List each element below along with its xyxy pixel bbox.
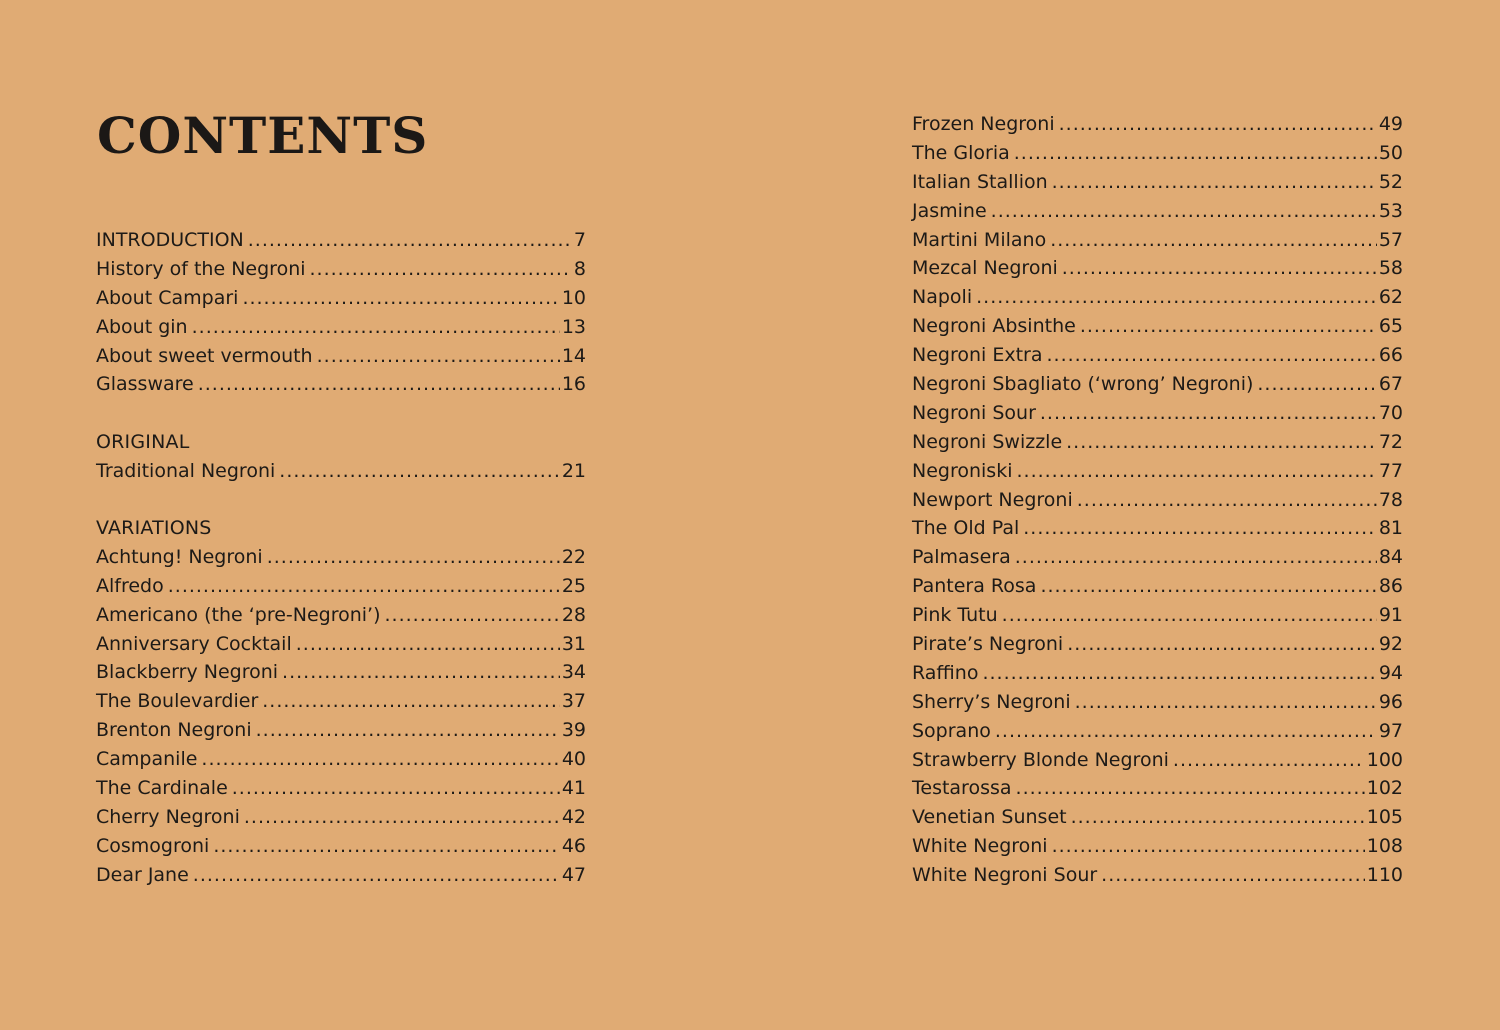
toc-page-number: 53	[1378, 199, 1403, 222]
toc-entry-label: Negroni Sour	[912, 401, 1036, 424]
toc-page-number: 49	[1378, 113, 1403, 135]
toc-entry[interactable]	[912, 139, 1403, 168]
dot-leader	[282, 658, 560, 687]
toc-entry-label: Palmasera	[912, 546, 1011, 569]
toc-entry-label: Pirate’s Negroni	[912, 633, 1064, 656]
toc-entry[interactable]	[96, 716, 586, 745]
toc-entry-label: Anniversary Cocktail	[96, 632, 292, 655]
toc-entry-label: Negroni Extra	[912, 344, 1043, 367]
toc-entry-label: Frozen Negroni	[912, 113, 1055, 135]
toc-page-number: 7	[573, 229, 586, 251]
toc-entry[interactable]	[912, 370, 1403, 399]
dot-leader	[1023, 514, 1377, 543]
toc-page-number: 52	[1378, 170, 1403, 193]
toc-entry[interactable]	[96, 687, 586, 716]
toc-entry[interactable]	[96, 832, 586, 861]
toc-entry-label: Newport Negroni	[912, 488, 1073, 511]
dot-leader	[1015, 543, 1377, 572]
toc-page-number: 86	[1378, 575, 1403, 598]
dot-leader	[296, 630, 560, 659]
toc-entry-label: Glassware	[96, 373, 194, 396]
toc-entry-label: Soprano	[912, 719, 991, 742]
toc-page-number: 108	[1366, 835, 1403, 858]
dot-leader	[976, 283, 1377, 312]
toc-entry[interactable]	[96, 370, 586, 399]
toc-entry[interactable]	[912, 630, 1403, 659]
dot-leader	[192, 313, 560, 342]
toc-entry[interactable]	[96, 457, 586, 486]
toc-entry[interactable]	[912, 514, 1403, 543]
toc-entry[interactable]	[912, 543, 1403, 572]
dot-leader	[1002, 601, 1377, 630]
toc-entry-label: White Negroni	[912, 835, 1048, 858]
dot-leader	[1067, 630, 1377, 659]
toc-entry[interactable]	[96, 601, 586, 630]
dot-leader	[193, 861, 560, 890]
toc-entry-label: Blackberry Negroni	[96, 661, 279, 684]
dot-leader	[168, 572, 560, 601]
toc-entry-label: Negroni Sbagliato (‘wrong’ Negroni)	[912, 373, 1254, 396]
toc-entry[interactable]	[96, 774, 586, 803]
toc-entry-label: Negroniski	[912, 459, 1013, 482]
dot-leader	[1052, 832, 1365, 861]
toc-page-number: 72	[1378, 430, 1403, 453]
toc-page-number: 110	[1366, 864, 1403, 887]
toc-entry-label: Alfredo	[96, 574, 164, 597]
toc-entry[interactable]	[96, 658, 586, 687]
dot-leader	[310, 255, 572, 284]
toc-page-number: 31	[561, 632, 586, 655]
toc-entry-label: Brenton Negroni	[96, 719, 252, 742]
toc-entry[interactable]	[912, 283, 1403, 312]
toc-entry-label: Raffino	[912, 661, 979, 684]
dot-leader	[1080, 312, 1377, 341]
toc-entry-label: INTRODUCTION	[96, 229, 244, 251]
toc-page-number: 39	[561, 719, 586, 742]
toc-entry[interactable]	[912, 254, 1403, 283]
dot-leader	[1016, 774, 1365, 803]
toc-entry[interactable]	[912, 659, 1403, 688]
dot-leader	[982, 659, 1376, 688]
toc-section-original	[96, 428, 586, 486]
toc-page-number: 62	[1378, 286, 1403, 309]
toc-entry[interactable]	[912, 226, 1403, 255]
dot-leader	[232, 774, 560, 803]
dot-leader	[248, 226, 572, 255]
toc-page-number: 84	[1378, 546, 1403, 569]
toc-entry-label: About Campari	[96, 286, 239, 309]
toc-entry[interactable]	[912, 803, 1403, 832]
toc-entry-label: History of the Negroni	[96, 257, 306, 280]
toc-page-number: 13	[561, 315, 586, 338]
toc-section-introduction	[96, 226, 586, 399]
toc-entry-label: The Old Pal	[912, 517, 1020, 540]
toc-entry[interactable]	[96, 313, 586, 342]
toc-page-number: 92	[1378, 633, 1403, 656]
toc-page-number: 22	[561, 545, 586, 568]
dot-leader	[213, 832, 559, 861]
toc-section-heading: ORIGINAL	[96, 431, 190, 453]
toc-entry-label: Napoli	[912, 286, 973, 309]
dot-leader	[1257, 370, 1376, 399]
toc-page-number: 47	[561, 863, 586, 886]
toc-entry[interactable]	[912, 572, 1403, 601]
toc-entry[interactable]	[96, 803, 586, 832]
dot-leader	[242, 284, 559, 313]
toc-page-number: 25	[561, 574, 586, 597]
toc-entry[interactable]	[912, 688, 1403, 717]
toc-entry-label: Cosmogroni	[96, 834, 210, 857]
dot-leader	[198, 370, 560, 399]
toc-page-number: 14	[561, 344, 586, 367]
toc-entry-label: The Gloria	[912, 141, 1010, 164]
toc-entry-label: Campanile	[96, 748, 198, 771]
toc-page-number: 97	[1378, 719, 1403, 742]
toc-entry[interactable]	[912, 457, 1403, 486]
toc-entry[interactable]	[912, 341, 1403, 370]
toc-entry-label: Traditional Negroni	[96, 459, 276, 482]
toc-page-number: 37	[561, 690, 586, 713]
toc-entry[interactable]	[96, 284, 586, 313]
toc-entry[interactable]	[912, 486, 1403, 515]
toc-entry-label: Achtung! Negroni	[96, 545, 263, 568]
toc-page-number: 10	[561, 286, 586, 309]
toc-entry-label: Martini Milano	[912, 228, 1047, 251]
toc-entry-label: Pink Tutu	[912, 604, 998, 627]
dot-leader	[262, 687, 560, 716]
toc-page-number: 40	[561, 748, 586, 771]
toc-entry[interactable]	[912, 168, 1403, 197]
toc-entry[interactable]	[96, 861, 586, 890]
toc-page-number: 94	[1378, 661, 1403, 684]
toc-entry-label: Jasmine	[912, 199, 987, 222]
toc-page-number: 91	[1378, 604, 1403, 627]
toc-entry[interactable]	[912, 746, 1403, 775]
toc-page-number: 78	[1378, 488, 1403, 511]
toc-entry-label: Pantera Rosa	[912, 575, 1037, 598]
toc-section-variations	[96, 514, 586, 890]
toc-entry-label: Italian Stallion	[912, 170, 1048, 193]
dot-leader	[1052, 168, 1377, 197]
toc-page-number: 21	[561, 459, 586, 482]
toc-entry-label: Americano (the ‘pre-Negroni’)	[96, 603, 381, 626]
dot-leader	[1066, 428, 1377, 457]
toc-page-number: 28	[561, 603, 586, 626]
toc-page-number: 57	[1378, 228, 1403, 251]
toc-entry[interactable]	[912, 312, 1403, 341]
toc-page-number: 58	[1378, 257, 1403, 280]
dot-leader	[1040, 399, 1377, 428]
toc-entry[interactable]	[912, 197, 1403, 226]
toc-entry[interactable]	[96, 630, 586, 659]
toc-page-number: 50	[1378, 141, 1403, 164]
toc-section-heading: VARIATIONS	[96, 517, 212, 539]
dot-leader	[256, 716, 560, 745]
dot-leader	[1062, 254, 1377, 283]
dot-leader	[279, 457, 560, 486]
toc-entry-label: The Boulevardier	[96, 690, 259, 713]
dot-leader	[1040, 572, 1376, 601]
toc-entry-label: About sweet vermouth	[96, 344, 313, 367]
toc-entry-label: About gin	[96, 315, 188, 338]
dot-leader	[1014, 139, 1377, 168]
toc-entry[interactable]	[96, 226, 586, 255]
toc-page-number: 65	[1378, 315, 1403, 338]
toc-page-number: 102	[1366, 777, 1403, 800]
toc-entry[interactable]	[912, 832, 1403, 861]
toc-entry-label: Negroni Swizzle	[912, 430, 1063, 453]
toc-entry-label: White Negroni Sour	[912, 864, 1098, 887]
dot-leader	[1075, 688, 1377, 717]
toc-page-number: 105	[1366, 806, 1403, 829]
dot-leader	[1077, 486, 1377, 515]
toc-entry-label: Dear Jane	[96, 863, 189, 886]
toc-entry-label: Testarossa	[912, 777, 1012, 800]
toc-entry[interactable]	[96, 745, 586, 774]
toc-page-number: 41	[561, 777, 586, 800]
dot-leader	[991, 197, 1377, 226]
toc-entry[interactable]	[912, 110, 1403, 139]
toc-entry[interactable]	[912, 861, 1403, 890]
dot-leader	[1059, 110, 1377, 139]
toc-page-number: 67	[1378, 373, 1403, 396]
toc-entry[interactable]	[912, 601, 1403, 630]
toc-page-number: 100	[1366, 748, 1403, 771]
toc-entry-label: Venetian Sunset	[912, 806, 1067, 829]
toc-entry[interactable]	[912, 399, 1403, 428]
toc-entry[interactable]	[96, 572, 586, 601]
toc-entry[interactable]	[912, 774, 1403, 803]
toc-entry[interactable]	[912, 717, 1403, 746]
toc-page-number: 70	[1378, 401, 1403, 424]
dot-leader	[1050, 226, 1377, 255]
dot-leader	[1016, 457, 1376, 486]
toc-entry[interactable]	[912, 428, 1403, 457]
dot-leader	[1071, 803, 1365, 832]
toc-entry[interactable]	[96, 255, 586, 284]
toc-page-number: 34	[561, 661, 586, 684]
toc-page-number: 8	[573, 257, 586, 280]
toc-entry-label: Sherry’s Negroni	[912, 690, 1071, 713]
right-page-toc	[912, 110, 1403, 890]
dot-leader	[244, 803, 560, 832]
toc-page-number: 81	[1378, 517, 1403, 540]
toc-page-number: 42	[561, 805, 586, 828]
contents-title: CONTENTS	[97, 106, 429, 165]
toc-entry[interactable]	[96, 543, 586, 572]
toc-page-number: 46	[561, 834, 586, 857]
toc-entry[interactable]	[96, 342, 586, 371]
toc-page-number: 77	[1378, 459, 1403, 482]
dot-leader	[1101, 861, 1365, 890]
dot-leader	[317, 342, 560, 371]
toc-entry-label: Cherry Negroni	[96, 805, 240, 828]
dot-leader	[385, 601, 560, 630]
toc-page-number: 16	[561, 373, 586, 396]
toc-entry-label: Negroni Absinthe	[912, 315, 1076, 338]
dot-leader	[201, 745, 559, 774]
toc-entry-label: Mezcal Negroni	[912, 257, 1058, 280]
dot-leader	[1173, 746, 1365, 775]
toc-entry-label: Strawberry Blonde Negroni	[912, 748, 1169, 771]
toc-page-number: 66	[1378, 344, 1403, 367]
dot-leader	[995, 717, 1377, 746]
dot-leader	[267, 543, 560, 572]
toc-entry-label: The Cardinale	[96, 777, 228, 800]
toc-page-number: 96	[1378, 690, 1403, 713]
dot-leader	[1047, 341, 1377, 370]
